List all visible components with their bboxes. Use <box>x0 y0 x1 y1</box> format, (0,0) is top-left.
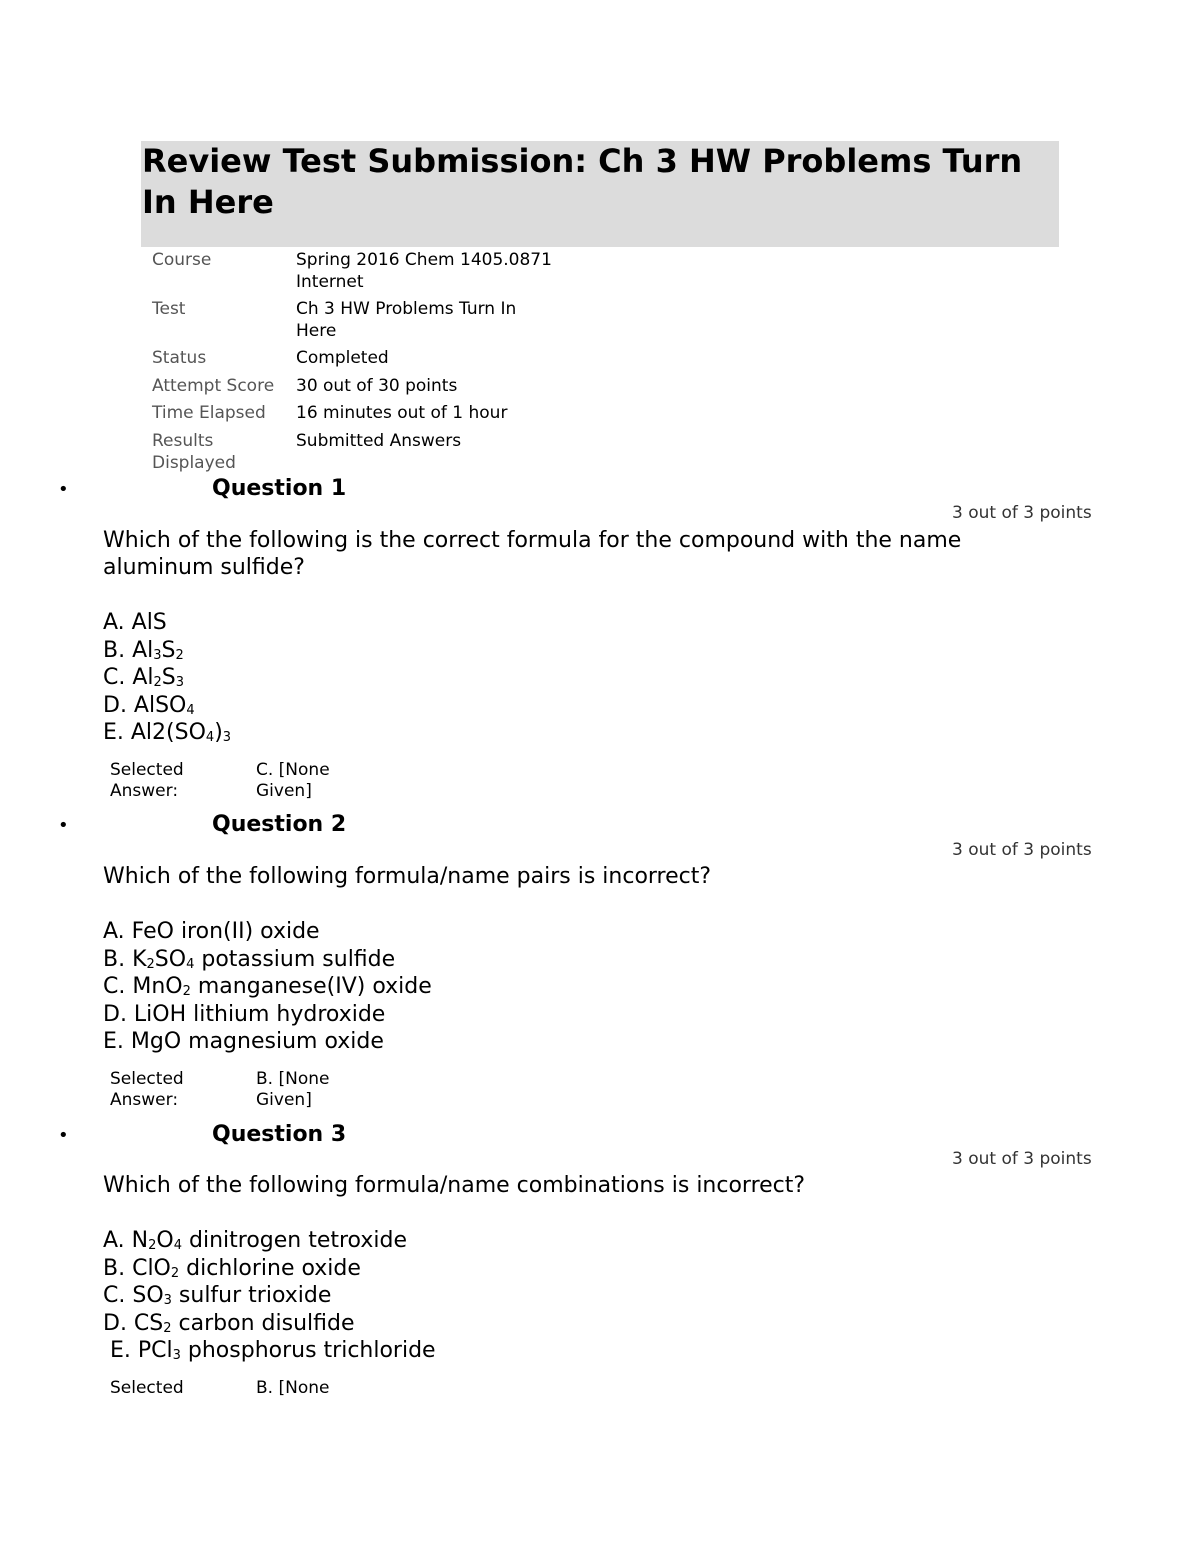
choice-c: C. MnO$_2$ manganese(IV) oxide <box>103 974 432 999</box>
choice-d: D. LiOH lithium hydroxide <box>103 1001 386 1027</box>
bullet-icon: • <box>58 815 69 836</box>
meta-value: Submitted Answers <box>296 431 462 451</box>
selected-answer-label: Selected Answer: <box>110 760 184 801</box>
choice-e: E. MgO magnesium oxide <box>103 1029 384 1054</box>
meta-value: Spring 2016 Chem 1405.0871 Internet <box>296 250 552 292</box>
choice-b: B. $K_2SO_4$ potassium sulfide <box>103 946 396 972</box>
choice-a: A. AlS <box>103 610 167 635</box>
meta-label: Test <box>152 299 186 319</box>
meta-value: Completed <box>296 348 389 368</box>
bullet-icon: • <box>58 1125 69 1146</box>
selected-answer-value: C. [None Given] <box>256 760 330 801</box>
answer-choices <box>103 918 432 1056</box>
bullet-icon: • <box>58 479 69 500</box>
meta-label: Status <box>152 348 207 368</box>
question-heading: Question 3 <box>212 1122 347 1147</box>
question-text: Which of the following formula/name combinations is incorrect? <box>103 1173 806 1198</box>
choice-e: E. $Al2(SO_4)_3$ <box>103 720 232 745</box>
answer-choices <box>103 1227 436 1365</box>
title-banner <box>141 141 1059 247</box>
question-text: Which of the following is the correct formula for the compound with the name aluminum sulfide? <box>103 528 962 580</box>
choice-e: E. PCl$_3$ phosphorus trichloride <box>103 1338 436 1363</box>
meta-value: 16 minutes out of 1 hour <box>296 403 508 423</box>
answer-choices <box>103 609 231 747</box>
choice-b: B. $Al_3S_2$ <box>103 637 184 663</box>
selected-answer-label: Selected Answer: <box>110 1069 184 1110</box>
meta-label: Course <box>152 250 212 270</box>
selected-answer-label: Selected <box>110 1378 184 1398</box>
question-points: 3 out of 3 points <box>952 840 1092 860</box>
selected-answer-value: B. [None Given] <box>256 1069 330 1110</box>
choice-d: D. $CS_2$ carbon disulfide <box>103 1310 355 1336</box>
meta-label: Time Elapsed <box>152 403 266 423</box>
choice-a: A. FeO iron(II) oxide <box>103 919 320 944</box>
choice-d: D. AlSO$_4$ <box>103 692 195 718</box>
question-text: Which of the following formula/name pairs is incorrect? <box>103 864 712 889</box>
meta-value: Ch 3 HW Problems Turn In Here <box>296 299 517 341</box>
meta-label: Results Displayed <box>152 431 236 473</box>
choice-c: C. $Al_2S_3$ <box>103 665 185 690</box>
question-heading: Question 2 <box>212 812 347 837</box>
choice-b: B. ClO$_2$ dichlorine oxide <box>103 1255 361 1281</box>
meta-label: Attempt Score <box>152 376 275 396</box>
choice-a: A. $N_2O_4$ dinitrogen tetroxide <box>103 1228 407 1253</box>
question-heading: Question 1 <box>212 476 347 501</box>
meta-value: 30 out of 30 points <box>296 376 458 396</box>
question-points: 3 out of 3 points <box>952 1149 1092 1169</box>
question-points: 3 out of 3 points <box>952 503 1092 523</box>
page-title: Review Test Submission: Ch 3 HW Problems Turn In Here <box>142 142 1023 221</box>
selected-answer-value: B. [None <box>256 1378 330 1398</box>
choice-c: C. $SO_3$ sulfur trioxide <box>103 1283 332 1308</box>
